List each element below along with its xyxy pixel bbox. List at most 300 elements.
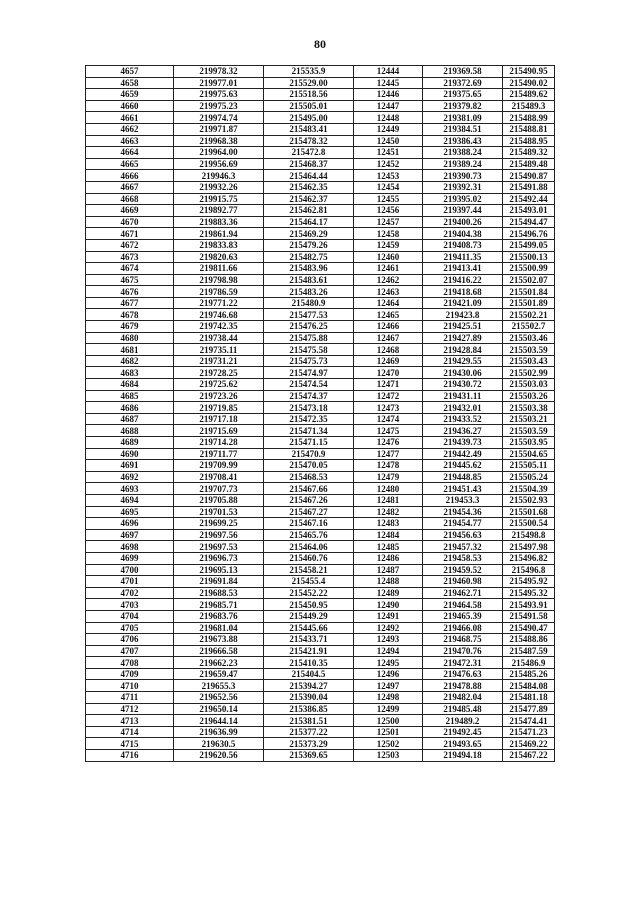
point-id-right: 12467 [354,332,423,344]
point-id-right: 12478 [354,460,423,472]
y-coord-right: 215493.91 [503,599,555,611]
x-coord-right: 219431.11 [423,390,503,402]
y-coord-left: 215535.9 [264,66,354,78]
table-row [86,518,555,530]
y-coord-left: 215468.37 [264,158,354,170]
x-coord-right: 219375.65 [423,89,503,101]
y-coord-right: 215489.3 [503,100,555,112]
y-coord-left: 215421.91 [264,645,354,657]
point-id-right: 12458 [354,228,423,240]
y-coord-right: 215495.32 [503,587,555,599]
y-coord-right: 215492.44 [503,193,555,205]
y-coord-right: 215490.47 [503,622,555,634]
point-id-left: 4706 [86,634,174,646]
point-id-right: 12456 [354,205,423,217]
x-coord-right: 219464.58 [423,599,503,611]
x-coord-left: 219915.75 [174,193,264,205]
point-id-right: 12450 [354,135,423,147]
x-coord-left: 219695.13 [174,564,264,576]
point-id-left: 4699 [86,552,174,564]
y-coord-right: 215501.68 [503,506,555,518]
y-coord-left: 215464.44 [264,170,354,182]
y-coord-left: 215468.53 [264,471,354,483]
table-row [86,587,555,599]
x-coord-left: 219666.58 [174,645,264,657]
point-id-left: 4688 [86,425,174,437]
point-id-right: 12500 [354,715,423,727]
point-id-right: 12496 [354,668,423,680]
x-coord-right: 219466.08 [423,622,503,634]
x-coord-right: 219430.72 [423,379,503,391]
y-coord-right: 215494.47 [503,216,555,228]
y-coord-right: 215496.76 [503,228,555,240]
x-coord-left: 219735.11 [174,344,264,356]
y-coord-right: 215491.58 [503,610,555,622]
y-coord-right: 215489.62 [503,89,555,101]
table-row [86,494,555,506]
x-coord-left: 219946.3 [174,170,264,182]
table-row [86,355,555,367]
x-coord-right: 219372.69 [423,77,503,89]
y-coord-left: 215475.58 [264,344,354,356]
y-coord-right: 215496.8 [503,564,555,576]
point-id-left: 4684 [86,379,174,391]
point-id-right: 12472 [354,390,423,402]
x-coord-right: 219462.71 [423,587,503,599]
x-coord-left: 219673.88 [174,634,264,646]
point-id-right: 12497 [354,680,423,692]
point-id-right: 12469 [354,355,423,367]
table-row [86,158,555,170]
table-row [86,460,555,472]
table-row [86,402,555,414]
table-row [86,321,555,333]
y-coord-left: 215483.61 [264,274,354,286]
point-id-left: 4682 [86,355,174,367]
x-coord-left: 219683.76 [174,610,264,622]
y-coord-left: 215445.66 [264,622,354,634]
y-coord-right: 215469.22 [503,738,555,750]
y-coord-left: 215464.17 [264,216,354,228]
y-coord-left: 215474.97 [264,367,354,379]
y-coord-left: 215477.53 [264,309,354,321]
y-coord-left: 215458.21 [264,564,354,576]
x-coord-left: 219811.66 [174,263,264,275]
x-coord-left: 219630.5 [174,738,264,750]
y-coord-left: 215483.96 [264,263,354,275]
y-coord-left: 215433.71 [264,634,354,646]
y-coord-left: 215472.8 [264,147,354,159]
y-coord-left: 215390.04 [264,692,354,704]
table-row [86,599,555,611]
y-coord-left: 215464.06 [264,541,354,553]
point-id-right: 12473 [354,402,423,414]
table-row [86,576,555,588]
point-id-left: 4658 [86,77,174,89]
x-coord-left: 219746.68 [174,309,264,321]
y-coord-right: 215503.46 [503,332,555,344]
point-id-right: 12466 [354,321,423,333]
point-id-left: 4664 [86,147,174,159]
table-row [86,715,555,727]
y-coord-right: 215488.86 [503,634,555,646]
y-coord-right: 215503.38 [503,402,555,414]
x-coord-left: 219833.83 [174,239,264,251]
x-coord-right: 219459.52 [423,564,503,576]
x-coord-left: 219977.01 [174,77,264,89]
point-id-right: 12490 [354,599,423,611]
table-row [86,193,555,205]
x-coord-right: 219465.39 [423,610,503,622]
x-coord-left: 219714.28 [174,437,264,449]
point-id-left: 4710 [86,680,174,692]
point-id-left: 4695 [86,506,174,518]
coordinates-table [85,65,555,762]
x-coord-left: 219820.63 [174,251,264,263]
x-coord-left: 219725.62 [174,379,264,391]
table-row [86,529,555,541]
y-coord-right: 215490.87 [503,170,555,182]
x-coord-right: 219392.31 [423,181,503,193]
point-id-left: 4708 [86,657,174,669]
y-coord-left: 215467.16 [264,518,354,530]
y-coord-right: 215497.98 [503,541,555,553]
x-coord-right: 219428.84 [423,344,503,356]
x-coord-left: 219697.56 [174,529,264,541]
x-coord-right: 219404.38 [423,228,503,240]
point-id-left: 4697 [86,529,174,541]
point-id-right: 12461 [354,263,423,275]
y-coord-right: 215500.99 [503,263,555,275]
table-row [86,332,555,344]
y-coord-left: 215452.22 [264,587,354,599]
y-coord-left: 215480.9 [264,297,354,309]
point-id-left: 4671 [86,228,174,240]
y-coord-left: 215473.18 [264,402,354,414]
x-coord-right: 219413.41 [423,263,503,275]
x-coord-right: 219433.52 [423,413,503,425]
y-coord-right: 215490.02 [503,77,555,89]
x-coord-left: 219742.35 [174,321,264,333]
point-id-left: 4659 [86,89,174,101]
y-coord-right: 215503.43 [503,355,555,367]
x-coord-left: 219685.71 [174,599,264,611]
x-coord-left: 219968.38 [174,135,264,147]
x-coord-right: 219457.32 [423,541,503,553]
y-coord-right: 215501.84 [503,286,555,298]
y-coord-right: 215489.48 [503,158,555,170]
y-coord-left: 215469.29 [264,228,354,240]
x-coord-right: 219494.18 [423,750,503,762]
x-coord-right: 219423.8 [423,309,503,321]
x-coord-right: 219416.22 [423,274,503,286]
y-coord-left: 215462.37 [264,193,354,205]
x-coord-left: 219975.23 [174,100,264,112]
x-coord-right: 219489.2 [423,715,503,727]
y-coord-right: 215502.07 [503,274,555,286]
y-coord-left: 215404.5 [264,668,354,680]
y-coord-left: 215472.35 [264,413,354,425]
point-id-right: 12452 [354,158,423,170]
y-coord-right: 215503.95 [503,437,555,449]
x-coord-left: 219738.44 [174,332,264,344]
point-id-left: 4675 [86,274,174,286]
x-coord-right: 219482.04 [423,692,503,704]
y-coord-left: 215470.05 [264,460,354,472]
x-coord-left: 219771.22 [174,297,264,309]
y-coord-right: 215503.59 [503,344,555,356]
x-coord-right: 219427.89 [423,332,503,344]
point-id-right: 12476 [354,437,423,449]
y-coord-left: 215462.35 [264,181,354,193]
y-coord-right: 215477.89 [503,703,555,715]
point-id-left: 4669 [86,205,174,217]
x-coord-right: 219454.77 [423,518,503,530]
point-id-right: 12470 [354,367,423,379]
x-coord-right: 219400.26 [423,216,503,228]
point-id-right: 12464 [354,297,423,309]
table-row [86,680,555,692]
y-coord-left: 215467.27 [264,506,354,518]
point-id-left: 4716 [86,750,174,762]
point-id-right: 12480 [354,483,423,495]
y-coord-right: 215491.88 [503,181,555,193]
table-row [86,483,555,495]
x-coord-right: 219386.43 [423,135,503,147]
y-coord-left: 215471.15 [264,437,354,449]
y-coord-left: 215474.54 [264,379,354,391]
point-id-right: 12444 [354,66,423,78]
table-row [86,471,555,483]
point-id-right: 12481 [354,494,423,506]
point-id-right: 12477 [354,448,423,460]
x-coord-right: 219472.31 [423,657,503,669]
table-row [86,541,555,553]
point-id-right: 12449 [354,123,423,135]
y-coord-right: 215471.23 [503,726,555,738]
table-row [86,448,555,460]
table-row [86,367,555,379]
y-coord-left: 215505.01 [264,100,354,112]
point-id-left: 4715 [86,738,174,750]
table-row [86,66,555,78]
point-id-right: 12483 [354,518,423,530]
y-coord-right: 215486.9 [503,657,555,669]
x-coord-left: 219620.56 [174,750,264,762]
table-row [86,506,555,518]
x-coord-left: 219731.21 [174,355,264,367]
table-row [86,77,555,89]
x-coord-right: 219439.73 [423,437,503,449]
y-coord-left: 215476.25 [264,321,354,333]
x-coord-right: 219460.98 [423,576,503,588]
y-coord-right: 215498.8 [503,529,555,541]
x-coord-right: 219432.01 [423,402,503,414]
x-coord-left: 219659.47 [174,668,264,680]
point-id-right: 12494 [354,645,423,657]
x-coord-left: 219728.25 [174,367,264,379]
table-row [86,112,555,124]
y-coord-right: 215503.59 [503,425,555,437]
x-coord-left: 219711.77 [174,448,264,460]
point-id-left: 4657 [86,66,174,78]
y-coord-left: 215377.22 [264,726,354,738]
x-coord-left: 219717.18 [174,413,264,425]
page-number: 80 [314,37,326,51]
point-id-left: 4673 [86,251,174,263]
y-coord-left: 215483.26 [264,286,354,298]
table-row [86,610,555,622]
x-coord-right: 219421.09 [423,297,503,309]
y-coord-right: 215496.82 [503,552,555,564]
table-row [86,413,555,425]
x-coord-left: 219701.53 [174,506,264,518]
y-coord-right: 215505.24 [503,471,555,483]
x-coord-left: 219723.26 [174,390,264,402]
point-id-right: 12445 [354,77,423,89]
table-row [86,147,555,159]
x-coord-left: 219636.99 [174,726,264,738]
point-id-left: 4678 [86,309,174,321]
x-coord-right: 219389.24 [423,158,503,170]
point-id-left: 4709 [86,668,174,680]
x-coord-right: 219430.06 [423,367,503,379]
x-coord-left: 219705.88 [174,494,264,506]
point-id-right: 12489 [354,587,423,599]
point-id-right: 12457 [354,216,423,228]
point-id-left: 4702 [86,587,174,599]
y-coord-left: 215479.26 [264,239,354,251]
x-coord-right: 219492.45 [423,726,503,738]
x-coord-right: 219418.68 [423,286,503,298]
x-coord-left: 219688.53 [174,587,264,599]
point-id-left: 4711 [86,692,174,704]
y-coord-right: 215500.13 [503,251,555,263]
table-row [86,692,555,704]
y-coord-right: 215502.21 [503,309,555,321]
point-id-left: 4662 [86,123,174,135]
x-coord-left: 219975.63 [174,89,264,101]
y-coord-left: 215482.75 [264,251,354,263]
y-coord-left: 215455.4 [264,576,354,588]
y-coord-right: 215503.03 [503,379,555,391]
point-id-right: 12499 [354,703,423,715]
y-coord-right: 215481.18 [503,692,555,704]
point-id-left: 4712 [86,703,174,715]
y-coord-left: 215475.88 [264,332,354,344]
y-coord-left: 215465.76 [264,529,354,541]
y-coord-right: 215484.08 [503,680,555,692]
y-coord-left: 215373.29 [264,738,354,750]
y-coord-right: 215500.54 [503,518,555,530]
point-id-right: 12488 [354,576,423,588]
table-row [86,135,555,147]
x-coord-right: 219448.85 [423,471,503,483]
point-id-left: 4686 [86,402,174,414]
point-id-left: 4685 [86,390,174,402]
table-row [86,668,555,680]
y-coord-right: 215488.81 [503,123,555,135]
x-coord-right: 219454.36 [423,506,503,518]
point-id-left: 4713 [86,715,174,727]
point-id-right: 12471 [354,379,423,391]
point-id-right: 12475 [354,425,423,437]
point-id-left: 4667 [86,181,174,193]
point-id-right: 12459 [354,239,423,251]
point-id-left: 4689 [86,437,174,449]
x-coord-left: 219715.69 [174,425,264,437]
x-coord-left: 219708.41 [174,471,264,483]
point-id-left: 4680 [86,332,174,344]
x-coord-right: 219468.75 [423,634,503,646]
table-row [86,251,555,263]
point-id-left: 4666 [86,170,174,182]
table-row [86,216,555,228]
point-id-left: 4661 [86,112,174,124]
table-row [86,286,555,298]
table-row [86,309,555,321]
point-id-right: 12486 [354,552,423,564]
x-coord-right: 219425.51 [423,321,503,333]
table-row [86,726,555,738]
x-coord-right: 219379.82 [423,100,503,112]
y-coord-left: 215475.73 [264,355,354,367]
y-coord-right: 215505.11 [503,460,555,472]
y-coord-left: 215483.41 [264,123,354,135]
point-id-right: 12498 [354,692,423,704]
table-row [86,228,555,240]
point-id-right: 12491 [354,610,423,622]
table-row [86,181,555,193]
table-row [86,390,555,402]
point-id-left: 4676 [86,286,174,298]
y-coord-right: 215502.99 [503,367,555,379]
point-id-right: 12482 [354,506,423,518]
y-coord-left: 215471.34 [264,425,354,437]
point-id-left: 4703 [86,599,174,611]
x-coord-left: 219892.77 [174,205,264,217]
y-coord-right: 215499.05 [503,239,555,251]
table-row [86,634,555,646]
x-coord-right: 219411.35 [423,251,503,263]
y-coord-right: 215493.01 [503,205,555,217]
point-id-right: 12451 [354,147,423,159]
y-coord-right: 215488.95 [503,135,555,147]
point-id-right: 12462 [354,274,423,286]
point-id-left: 4694 [86,494,174,506]
table-row [86,622,555,634]
point-id-left: 4707 [86,645,174,657]
table-row [86,552,555,564]
x-coord-right: 219442.49 [423,448,503,460]
x-coord-right: 219453.3 [423,494,503,506]
y-coord-left: 215474.37 [264,390,354,402]
y-coord-right: 215502.7 [503,321,555,333]
x-coord-left: 219662.23 [174,657,264,669]
x-coord-right: 219470.76 [423,645,503,657]
x-coord-right: 219369.58 [423,66,503,78]
y-coord-right: 215485.26 [503,668,555,680]
x-coord-right: 219445.62 [423,460,503,472]
y-coord-right: 215490.95 [503,66,555,78]
x-coord-left: 219650.14 [174,703,264,715]
point-id-right: 12455 [354,193,423,205]
point-id-left: 4690 [86,448,174,460]
y-coord-left: 215462.81 [264,205,354,217]
point-id-left: 4663 [86,135,174,147]
y-coord-left: 215518.56 [264,89,354,101]
y-coord-right: 215502.93 [503,494,555,506]
